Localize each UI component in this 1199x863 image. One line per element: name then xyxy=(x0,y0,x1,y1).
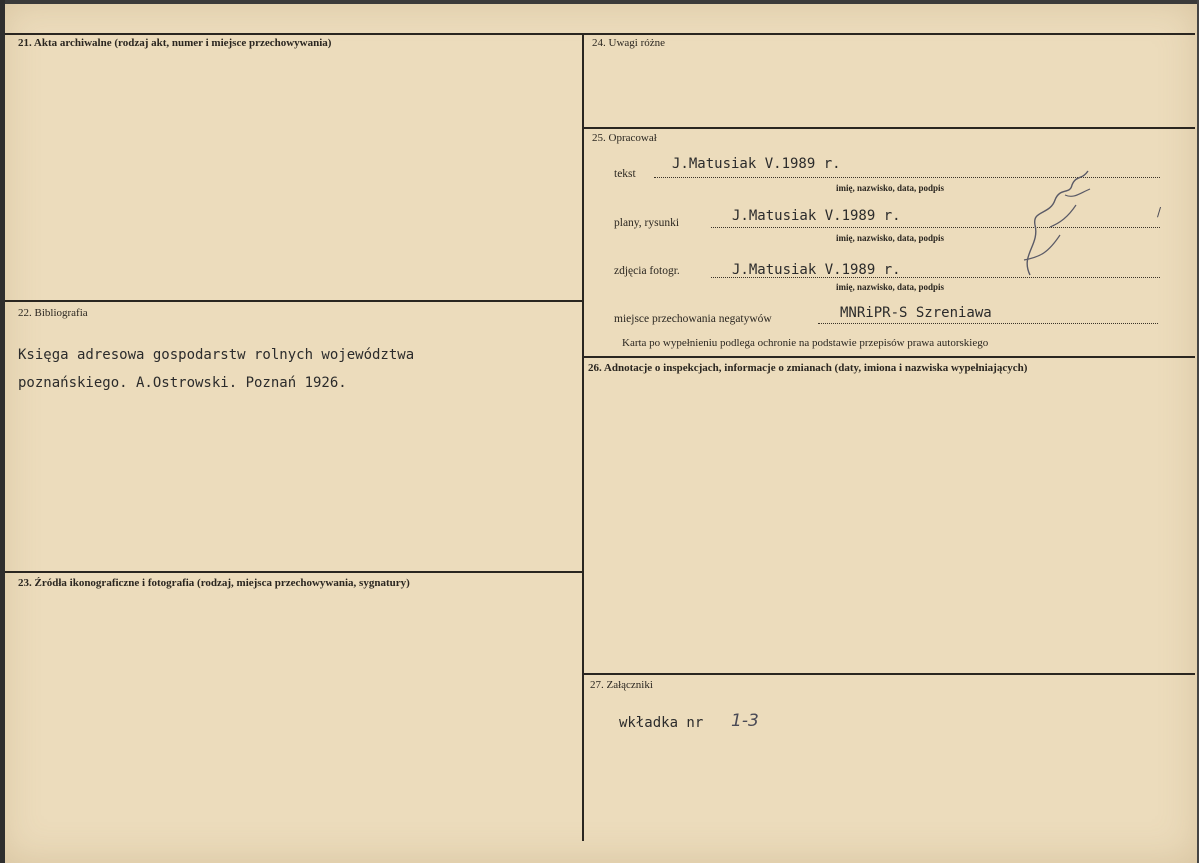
bibliography-line-2: poznańskiego. A.Ostrowski. Poznań 1926. xyxy=(18,375,347,391)
section-25-label: 25. Opracował xyxy=(592,132,657,144)
miejsce-label: miejsce przechowania negatywów xyxy=(614,313,772,325)
signature-scribble-mark: / xyxy=(1157,205,1162,219)
plany-label: plany, rysunki xyxy=(614,217,680,229)
attachment-handwritten-number: 1-3 xyxy=(731,711,759,731)
plany-value: J.Matusiak V.1989 r. xyxy=(732,208,901,224)
rule-21-22 xyxy=(5,300,583,302)
attachment-value: wkładka nr xyxy=(619,715,704,731)
rule-26-27 xyxy=(582,673,1195,675)
bibliography-line-1: Księga adresowa gospodarstw rolnych województwa xyxy=(18,347,415,363)
signature-mark xyxy=(1010,165,1100,285)
section-23-label: 23. Źródła ikonograficzne i fotografia (rodzaj, miejsca przechowywania, sygnatury) xyxy=(18,577,410,589)
copyright-note: Karta po wypełnieniu podlega ochronie na podstawie przepisów prawa autorskiego xyxy=(622,337,989,349)
tekst-caption: imię, nazwisko, data, podpis xyxy=(836,183,945,193)
center-divider xyxy=(582,33,584,841)
miejsce-line xyxy=(818,322,1158,324)
rule-25-26 xyxy=(582,356,1195,358)
tekst-value: J.Matusiak V.1989 r. xyxy=(672,156,841,172)
plany-caption: imię, nazwisko, data, podpis xyxy=(836,233,945,243)
section-22-label: 22. Bibliografia xyxy=(18,307,88,319)
tekst-label: tekst xyxy=(614,168,636,180)
zdjecia-caption: imię, nazwisko, data, podpis xyxy=(836,282,945,292)
card-top-edge xyxy=(0,0,1199,4)
section-24-label: 24. Uwagi różne xyxy=(592,37,666,49)
miejsce-value: MNRiPR-S Szreniawa xyxy=(840,305,992,321)
section-21-label: 21. Akta archiwalne (rodzaj akt, numer i miejsce przechowywania) xyxy=(18,37,332,49)
rule-24-25 xyxy=(582,127,1195,129)
card-left-edge xyxy=(0,0,5,863)
section-27-label: 27. Załączniki xyxy=(590,679,653,691)
rule-22-23 xyxy=(5,571,583,573)
top-rule xyxy=(5,33,1195,35)
section-26-label: 26. Adnotacje o inspekcjach, informacje o zmianach (daty, imiona i nazwiska wypełniających) xyxy=(588,362,1028,374)
zdjecia-label: zdjęcia fotogr. xyxy=(614,265,680,277)
zdjecia-value: J.Matusiak V.1989 r. xyxy=(732,262,901,278)
